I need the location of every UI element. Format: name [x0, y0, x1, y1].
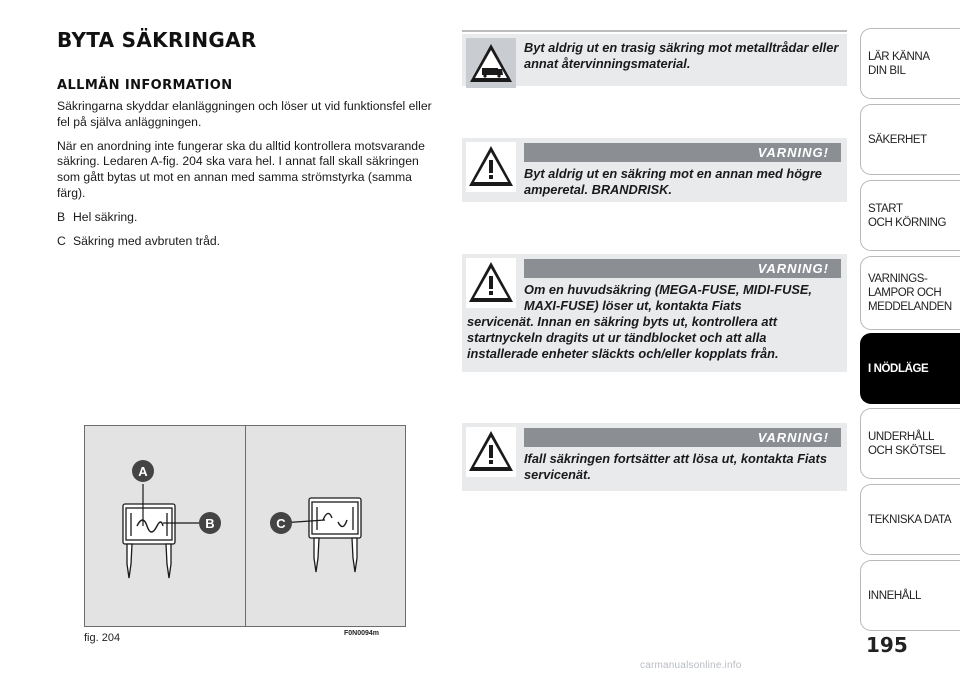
left-column	[57, 28, 437, 257]
warning-heading: VARNING!	[524, 259, 841, 278]
environment-note	[462, 34, 847, 86]
warning-text: Byt aldrig ut en säkring mot en annan med högre amperetal. BRANDRISK.	[524, 166, 822, 197]
tab-start[interactable]: START OCH KÖRNING	[860, 180, 960, 251]
fuse-illustration	[85, 426, 405, 626]
warning-icon	[466, 142, 516, 192]
environment-icon	[466, 38, 516, 88]
label-a: A	[138, 464, 148, 479]
warning-heading: VARNING!	[524, 428, 841, 447]
warning-text-lead: Om en huvudsäkring (MEGA-FUSE, MIDI-FUSE, MAXI-FUSE) löser ut, kontakta Fiats	[524, 282, 812, 313]
section-heading: ALLMÄN INFORMATION	[57, 78, 233, 93]
warning-heading: VARNING!	[524, 143, 841, 162]
warning-note-1	[462, 138, 847, 202]
tab-tekniska-data[interactable]: TEKNISKA DATA	[860, 484, 960, 555]
tab-sakerhet[interactable]: SÄKERHET	[860, 104, 960, 175]
intact-fuse	[123, 504, 175, 578]
note-text: Byt aldrig ut en trasig säkring mot metalltrådar eller annat återvinningsmaterial.	[524, 40, 839, 71]
figure-caption: fig. 204	[84, 632, 121, 644]
figure-code: F0N0094m	[344, 630, 380, 637]
label-b: B	[205, 516, 215, 531]
warning-icon	[466, 427, 516, 477]
warning-icon	[466, 258, 516, 308]
tab-lar-kanna[interactable]: LÄR KÄNNA DIN BIL	[860, 28, 960, 99]
label-c: C	[276, 516, 286, 531]
tab-underhall[interactable]: UNDERHÅLL OCH SKÖTSEL	[860, 408, 960, 479]
warning-text: Ifall säkringen fortsätter att lösa ut, kontakta Fiats servicenät.	[524, 451, 827, 482]
list-item	[57, 234, 437, 250]
paragraph-1: Säkringarna skyddar elanläggningen och löser ut vid funktionsfel eller fel på själva anläggningen.	[57, 99, 432, 129]
list-key: C	[57, 233, 66, 248]
paragraph-2: När en anordning inte fungerar ska du alltid kontrollera motsvarande säkring. Ledaren A-fig. 204 ska vara hel. I annat fall skall säkringen som gått bytas ut mot en annan med samma strömstyrka (samma färg).	[57, 138, 425, 200]
warning-note-3	[462, 423, 847, 491]
tab-varningslampor[interactable]: VARNINGS- LAMPOR OCH MEDDELANDEN	[860, 256, 960, 330]
list-key: B	[57, 209, 66, 224]
page-title: BYTA SÄKRINGAR	[57, 28, 257, 52]
list-text: Hel säkring.	[73, 209, 138, 224]
tab-i-nodlage[interactable]: I NÖDLÄGE	[860, 333, 960, 404]
list-item	[57, 210, 437, 226]
top-rule	[462, 30, 847, 32]
list-text: Säkring med avbruten tråd.	[73, 233, 221, 248]
warning-note-2	[462, 254, 847, 372]
page-number: 195	[866, 633, 908, 657]
blown-fuse	[309, 498, 361, 572]
watermark: carmanualsonline.info	[640, 660, 742, 671]
warning-text-rest: servicenät. Innan en säkring byts ut, kontrollera att startnyckeln dragits ut ur tändblocket och att alla installerade enheter släckts och/eller kopplats från.	[467, 314, 779, 361]
tab-innehall[interactable]: INNEHÅLL	[860, 560, 960, 631]
fuse-figure	[84, 425, 406, 627]
